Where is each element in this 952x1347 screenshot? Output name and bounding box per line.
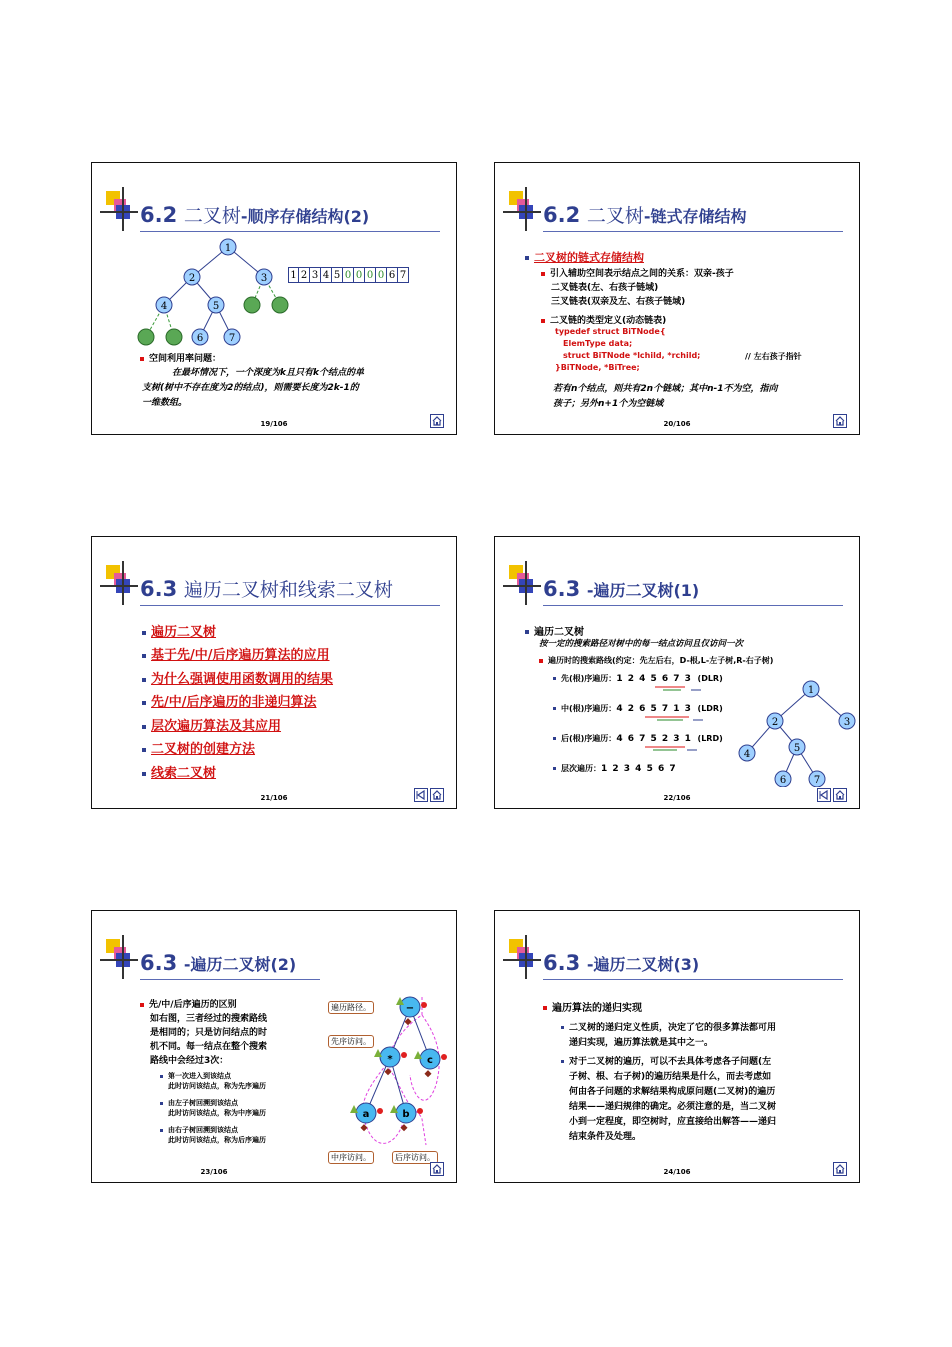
toc-link[interactable]: 先/中/后序遍历的非递归算法 — [142, 691, 317, 710]
code-line: struct BiTNode *lchild, *rchild; — [563, 351, 701, 360]
tree-node-label: 1 — [224, 243, 232, 254]
array-cell: 4 — [321, 267, 332, 283]
tree-node-label: * — [387, 1054, 393, 1065]
code-line: typedef struct BiTNode{ — [555, 327, 666, 336]
logo-icon — [501, 933, 541, 983]
title-rule — [140, 231, 440, 232]
code-line: ElemType data; — [563, 339, 633, 348]
postorder-marker — [441, 1054, 447, 1060]
page-number: 21/106 — [260, 794, 288, 802]
tree-diagram — [132, 233, 302, 353]
sub-item-line: 此时访问该结点，称为后序遍历 — [168, 1136, 266, 1144]
order-line: 先(根)序遍历：1 2 4 5 6 7 3 (DLR) — [553, 673, 723, 684]
note-line: 若有n个结点，则共有2n个链域；其中n-1不为空，指向 — [553, 384, 778, 394]
inorder-marker — [384, 1068, 391, 1075]
bullet-line: 按一定的搜索路径对树中的每一结点访问且仅访问一次 — [539, 639, 744, 649]
logo-icon — [501, 185, 541, 235]
para-line: 如右图，三者经过的搜索路线 — [150, 1014, 268, 1024]
tree-node-label: 3 — [843, 717, 851, 728]
home-icon — [431, 1163, 443, 1175]
toc-link[interactable]: 为什么强调使用函数调用的结果 — [142, 668, 333, 687]
page-number: 24/106 — [663, 1168, 691, 1176]
title-rule — [140, 979, 320, 980]
slide-22 — [494, 536, 860, 809]
inorder-marker — [360, 1124, 367, 1131]
logo-icon — [98, 559, 138, 609]
sub-item: 由左子树回溯到该结点 — [160, 1098, 238, 1108]
sub-item-line: 递归实现，遍历算法就是其中之一。 — [569, 1038, 714, 1048]
array-cell: 5 — [332, 267, 343, 283]
tree-node-label: a — [362, 1109, 370, 1120]
sub-item-line: 结束条件及处理。 — [569, 1132, 642, 1142]
back-button[interactable] — [414, 788, 428, 802]
back-arrow-icon — [415, 789, 427, 801]
callout-preorder: 先序访问。 — [328, 1035, 374, 1048]
sub-item-line: 小到一定程度，即空树时，应直接给出解答——递归 — [569, 1117, 777, 1127]
para-line: 是相同的；只是访问结点的时 — [150, 1028, 268, 1038]
empty-node — [166, 329, 182, 345]
tree-node-label: 2 — [188, 273, 196, 284]
home-icon — [431, 415, 443, 427]
slide-19 — [91, 162, 457, 435]
logo-icon — [98, 185, 138, 235]
desc-line: 在最坏情况下，一个深度为k且只有k个结点的单 — [172, 368, 364, 378]
tree-node-label: 7 — [813, 775, 821, 786]
back-arrow-icon — [818, 789, 830, 801]
tree-node-label: 4 — [160, 301, 168, 312]
underline-marks — [645, 685, 715, 775]
code-line: }BiTNode, *BiTree; — [555, 363, 640, 372]
sub-item-line: 此时访问该结点，称为中序遍历 — [168, 1109, 266, 1117]
array-cell: 0 — [343, 267, 354, 283]
tree-node-label: 7 — [228, 333, 236, 344]
traversal-diagram — [326, 995, 452, 1171]
empty-node — [138, 329, 154, 345]
tree-node-label: 1 — [807, 685, 815, 696]
slide-24 — [494, 910, 860, 1183]
order-line: 后(根)序遍历：4 6 7 5 2 3 1 (LRD) — [553, 733, 723, 744]
array-cell: 6 — [387, 267, 398, 283]
note-line: 孩子；另外n+1个为空链域 — [553, 399, 664, 409]
page-number: 22/106 — [663, 794, 691, 802]
heading-link[interactable]: 二叉树的链式存储结构 — [525, 249, 644, 265]
title-rule — [543, 231, 843, 232]
slide-title: 6.3 遍历二叉树和线索二叉树 — [140, 577, 393, 601]
tree-node-label: 6 — [196, 333, 204, 344]
tree-node-label: 5 — [793, 743, 801, 754]
home-icon — [834, 415, 846, 427]
tree-node-label: c — [427, 1055, 433, 1066]
home-button[interactable] — [430, 1162, 444, 1176]
toc-link[interactable]: 线索二叉树 — [142, 762, 216, 781]
slide-23 — [91, 910, 457, 1183]
tree-node-label: 2 — [771, 717, 779, 728]
home-icon — [834, 1163, 846, 1175]
bullet-item: 空间利用率问题： — [140, 351, 221, 364]
callout-postorder: 后序访问。 — [392, 1151, 438, 1164]
postorder-marker — [401, 1052, 407, 1058]
toc-link[interactable]: 基于先/中/后序遍历算法的应用 — [142, 644, 330, 663]
array-cell: 7 — [398, 267, 409, 283]
home-button[interactable] — [430, 414, 444, 428]
slide-20 — [494, 162, 860, 435]
bullet-item: 先/中/后序遍历的区别 — [140, 997, 237, 1010]
home-button[interactable] — [833, 414, 847, 428]
array-cell: 3 — [310, 267, 321, 283]
array-cell: 0 — [354, 267, 365, 283]
postorder-marker — [421, 1002, 427, 1008]
order-line: 中(根)序遍历：4 2 6 5 7 1 3 (LDR) — [553, 703, 723, 714]
bullet-item: 二叉链的类型定义(动态链表) — [541, 313, 666, 326]
toc-link[interactable]: 层次遍历算法及其应用 — [142, 715, 281, 734]
back-button[interactable] — [817, 788, 831, 802]
sub-item-line: 结果——递归规律的确定。必须注意的是，当二叉树 — [569, 1102, 777, 1112]
sub-item-line: 何由各子问题的求解结果构成原问题(二叉树)的遍历 — [569, 1087, 776, 1097]
bullet-item: 遍历算法的递归实现 — [543, 999, 642, 1014]
inorder-marker — [424, 1070, 431, 1077]
array-cell: 2 — [299, 267, 310, 283]
bullet-item: 遍历时的搜索路线(约定：先左后右，D-根,L-左子树,R-右子树) — [539, 655, 773, 666]
sub-item: 第一次进入到该结点 — [160, 1071, 231, 1081]
tree-node-label: b — [402, 1109, 410, 1120]
page-number: 19/106 — [260, 420, 288, 428]
array-strip — [288, 267, 409, 283]
tree-diagram — [731, 677, 861, 787]
empty-node — [272, 297, 288, 313]
sub-item-line: 此时访问该结点，称为先序遍历 — [168, 1082, 266, 1090]
postorder-marker — [377, 1108, 383, 1114]
desc-line: 一维数组。 — [142, 398, 188, 408]
sub-item: 对于二叉树的遍历，可以不去具体考虑各子问题(左 — [561, 1054, 771, 1067]
logo-icon — [98, 933, 138, 983]
callout-inorder: 中序访问。 — [328, 1151, 374, 1164]
slide-title: 6.2 二叉树-链式存储结构 — [543, 203, 747, 227]
array-cell: 0 — [376, 267, 387, 283]
desc-line: 支树(树中不存在度为2的结点)，则需要长度为2k-1的 — [142, 383, 359, 393]
home-icon — [431, 789, 443, 801]
bullet-heading: 遍历二叉树 — [525, 623, 584, 638]
bullet-line: 二叉链表(左、右孩子链域) — [551, 283, 659, 293]
page-number: 23/106 — [200, 1168, 228, 1176]
home-button[interactable] — [430, 788, 444, 802]
page-number: 20/106 — [663, 420, 691, 428]
toc-link[interactable]: 遍历二叉树 — [142, 621, 216, 640]
slide-title: 6.2 二叉树-顺序存储结构(2) — [140, 203, 370, 227]
slide-title: 6.3 -遍历二叉树(2) — [140, 951, 297, 975]
tree-node-label: − — [405, 1003, 415, 1014]
home-button[interactable] — [833, 788, 847, 802]
order-line: 层次遍历：1 2 3 4 5 6 7 — [553, 763, 677, 774]
toc-link[interactable]: 二叉树的创建方法 — [142, 738, 255, 757]
empty-node — [244, 297, 260, 313]
tree-node-label: 5 — [212, 301, 220, 312]
bullet-item: 引入辅助空间表示结点之间的关系：双亲-孩子 — [541, 266, 734, 279]
bullet-line: 三叉链表(双亲及左、右孩子链域) — [551, 297, 686, 307]
title-rule — [140, 605, 440, 606]
tree-node-label: 4 — [743, 749, 751, 760]
tree-node-label: 6 — [779, 775, 787, 786]
array-cell: 1 — [288, 267, 299, 283]
postorder-marker — [417, 1108, 423, 1114]
array-cell: 0 — [365, 267, 376, 283]
slide-title: 6.3 -遍历二叉树(1) — [543, 577, 700, 601]
callout-path: 遍历路径。 — [328, 1001, 374, 1014]
para-line: 路线中会经过3次： — [150, 1056, 229, 1066]
slide-title: 6.3 -遍历二叉树(3) — [543, 951, 700, 975]
sub-item-line: 子树、根、右子树)的遍历结果是什么，而去考虑如 — [569, 1072, 772, 1082]
para-line: 机不同。每一结点在整个搜索 — [150, 1042, 268, 1052]
logo-icon — [501, 559, 541, 609]
tree-node-label: 3 — [260, 273, 268, 284]
inorder-marker — [400, 1124, 407, 1131]
slide-21 — [91, 536, 457, 809]
sub-item: 由右子树回溯到该结点 — [160, 1125, 238, 1135]
title-rule — [543, 605, 843, 606]
sub-item: 二叉树的递归定义性质，决定了它的很多算法都可用 — [561, 1020, 776, 1033]
title-rule — [543, 979, 843, 980]
home-button[interactable] — [833, 1162, 847, 1176]
home-icon — [834, 789, 846, 801]
code-comment: // 左右孩子指针 — [745, 352, 802, 361]
